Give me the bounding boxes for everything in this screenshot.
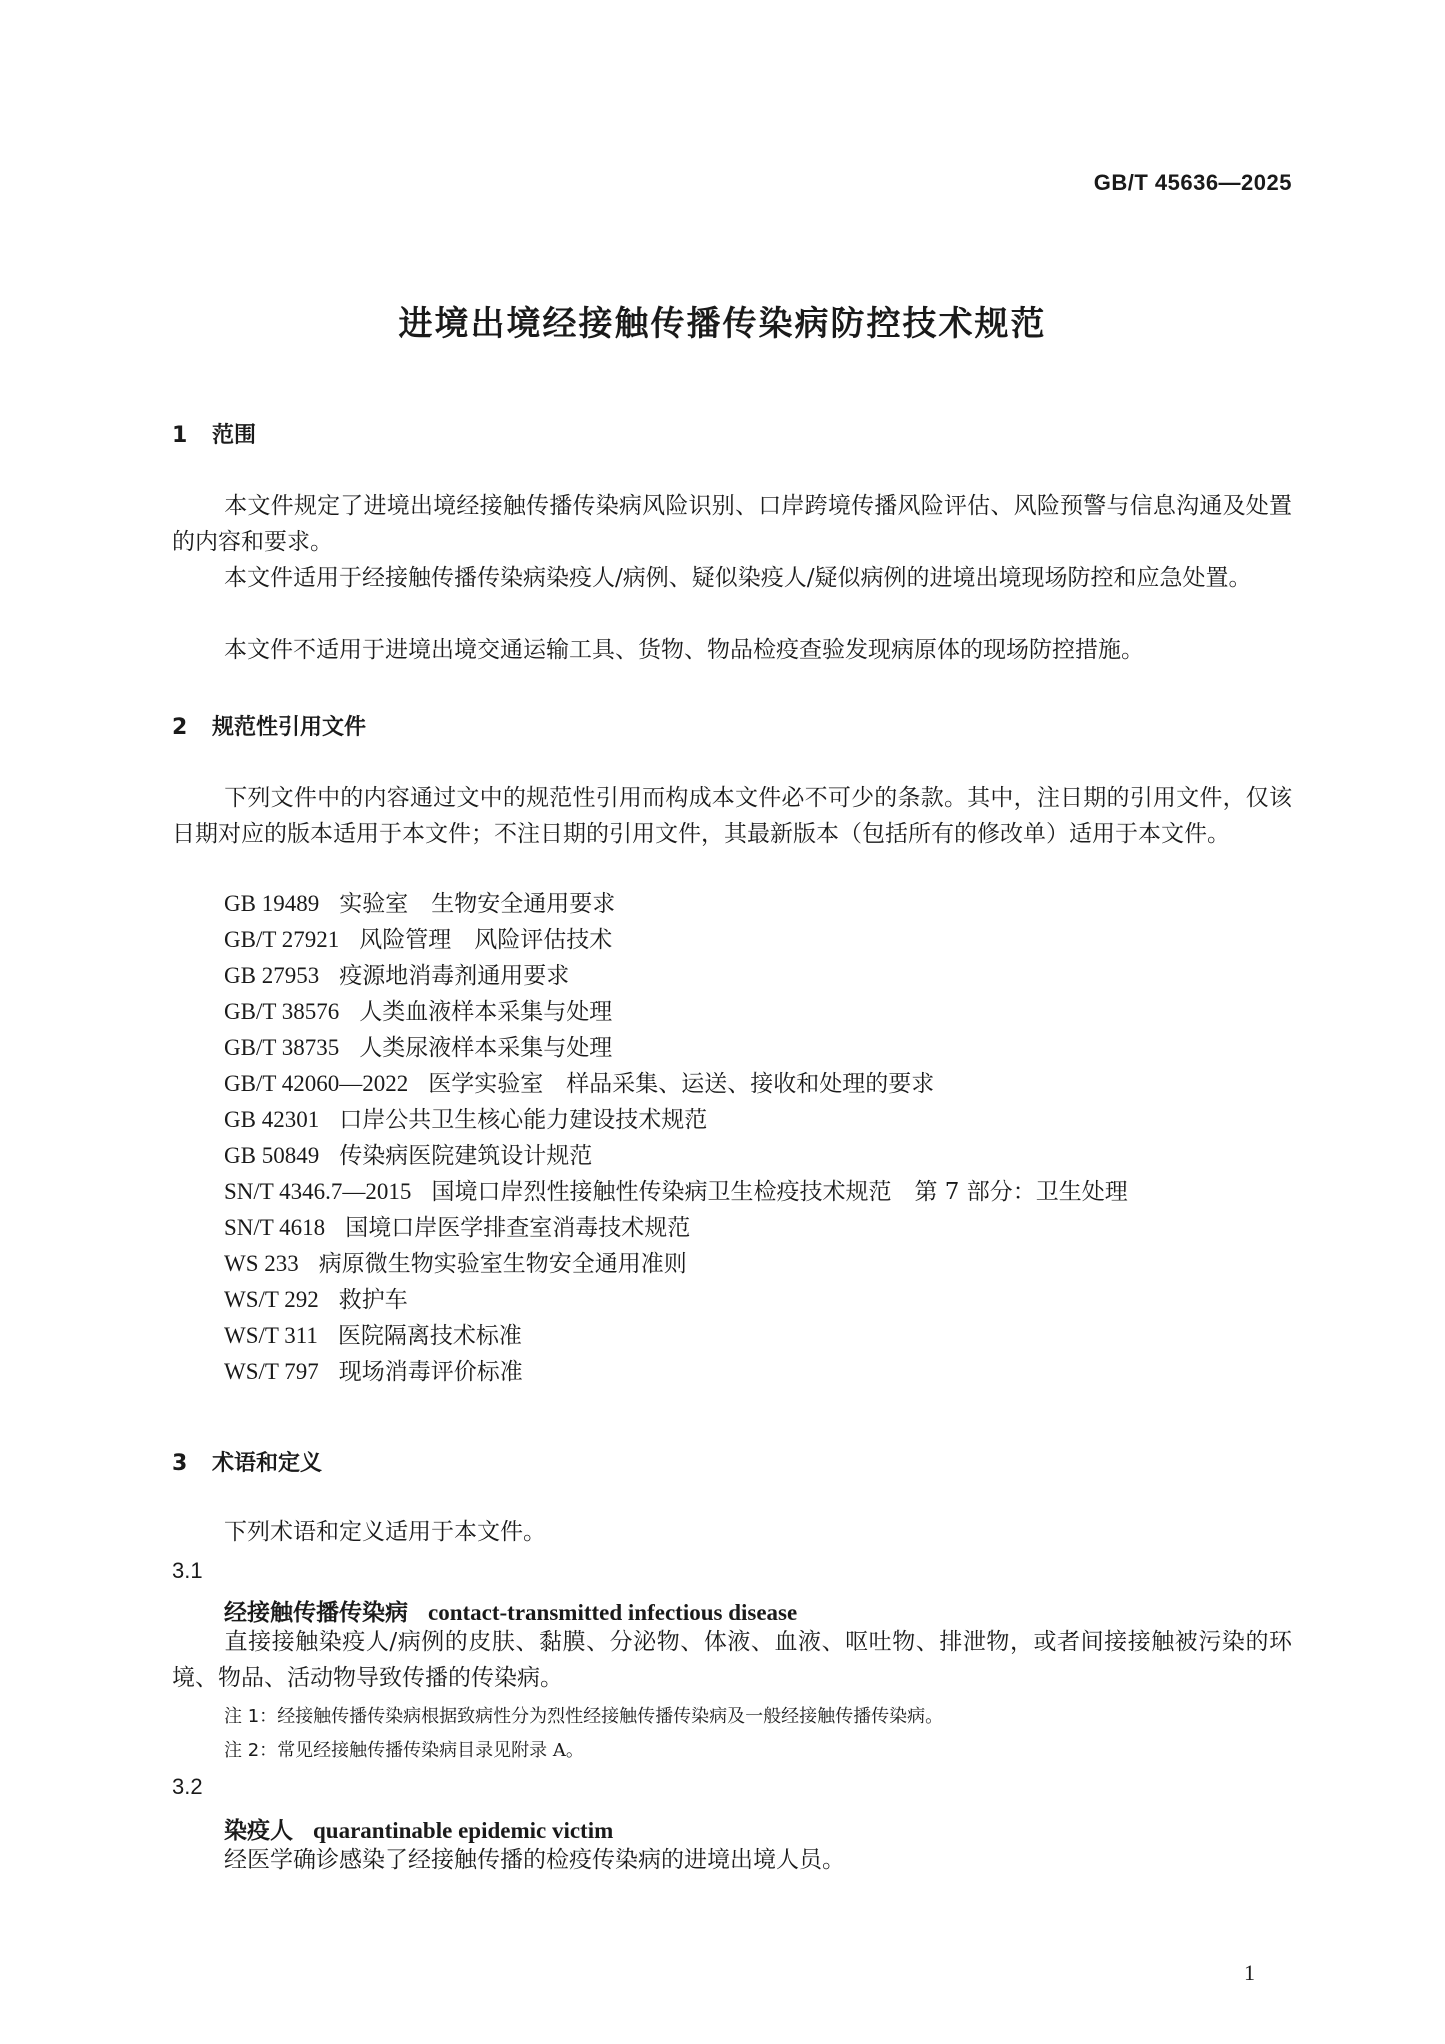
term-heading (224, 1812, 613, 1845)
paragraph (172, 488, 1292, 560)
reference-title: 医学实验室 样品采集、运送、接收和处理的要求 (428, 1071, 935, 1097)
reference-item (224, 1246, 687, 1282)
reference-title: 人类尿液样本采集与处理 (359, 1035, 613, 1061)
reference-code: GB 19489 (224, 891, 320, 916)
reference-title: 国境口岸医学排查室消毒技术规范 (345, 1215, 691, 1241)
reference-code: WS/T 292 (224, 1287, 319, 1312)
section-number: 1 (172, 423, 188, 448)
section-heading-3 (172, 1446, 322, 1477)
term-english: contact-transmitted infectious disease (428, 1600, 798, 1625)
reference-item (224, 886, 615, 922)
note-label: 注 2： (224, 1740, 278, 1761)
term-chinese: 染疫人 (224, 1818, 293, 1844)
reference-title: 医院隔离技术标准 (337, 1323, 522, 1349)
reference-code: WS/T 311 (224, 1323, 318, 1348)
note (224, 1702, 943, 1728)
section-heading-1 (172, 418, 256, 449)
paragraph (172, 780, 1292, 852)
reference-code: GB/T 38735 (224, 1035, 340, 1060)
reference-title: 实验室 生物安全通用要求 (339, 891, 616, 917)
reference-item (224, 994, 612, 1030)
paragraph-text: 本文件适用于经接触传播传染病染疫人/病例、疑似染疫人/疑似病例的进境出境现场防控和应急处置。 (224, 565, 1252, 591)
page-number: 1 (1244, 1960, 1255, 1985)
reference-code: WS/T 797 (224, 1359, 319, 1384)
paragraph (172, 1514, 1292, 1550)
reference-title: 传染病医院建筑设计规范 (339, 1143, 593, 1169)
reference-item (224, 958, 569, 994)
reference-code: GB 42301 (224, 1107, 320, 1132)
document-title: 进境出境经接触传播传染病防控技术规范 (398, 304, 1047, 344)
definition-text: 经医学确诊感染了经接触传播的检疫传染病的进境出境人员。 (224, 1847, 845, 1873)
reference-item (224, 1318, 522, 1354)
section-title: 规范性引用文件 (212, 715, 367, 740)
reference-code: GB/T 27921 (224, 927, 340, 952)
reference-code: WS 233 (224, 1251, 299, 1276)
paragraph-text: 本文件规定了进境出境经接触传播传染病风险识别、口岸跨境传播风险评估、风险预警与信息沟通及处置的内容和要求。 (172, 493, 1292, 555)
paragraph-text: 本文件不适用于进境出境交通运输工具、货物、物品检疫查验发现病原体的现场防控措施。 (224, 637, 1144, 663)
paragraph (172, 560, 1292, 596)
reference-item (224, 1138, 592, 1174)
reference-item (224, 1210, 690, 1246)
paragraph-text: 下列文件中的内容通过文中的规范性引用而构成本文件必不可少的条款。其中，注日期的引用文件，仅该日期对应的版本适用于本文件；不注日期的引用文件，其最新版本（包括所有的修改单）适用于本文件。 (172, 785, 1292, 847)
reference-code: GB 50849 (224, 1143, 320, 1168)
standard-number: GB/T 45636—2025 (1093, 170, 1292, 195)
reference-title: 口岸公共卫生核心能力建设技术规范 (339, 1107, 708, 1133)
term-definition (172, 1624, 1292, 1696)
term-english: quarantinable epidemic victim (313, 1818, 614, 1843)
reference-title: 疫源地消毒剂通用要求 (339, 963, 570, 989)
term-number: 3.1 (172, 1558, 203, 1583)
reference-title: 风险管理 风险评估技术 (359, 927, 613, 953)
reference-item (224, 1066, 934, 1102)
reference-title: 国境口岸烈性接触性传染病卫生检疫技术规范 第 7 部分：卫生处理 (431, 1179, 1128, 1205)
note-text: 经接触传播传染病根据致病性分为烈性经接触传播传染病及一般经接触传播传染病。 (277, 1706, 944, 1727)
reference-title: 人类血液样本采集与处理 (359, 999, 613, 1025)
reference-item (224, 1102, 707, 1138)
reference-title: 现场消毒评价标准 (338, 1359, 523, 1385)
section-title: 术语和定义 (212, 1451, 323, 1476)
reference-item (224, 1354, 523, 1390)
section-title: 范围 (212, 423, 257, 448)
paragraph (172, 632, 1292, 668)
term-heading (224, 1594, 797, 1627)
reference-code: SN/T 4346.7—2015 (224, 1179, 412, 1204)
section-number: 3 (172, 1451, 188, 1476)
reference-code: GB/T 38576 (224, 999, 340, 1024)
reference-item (224, 1174, 1128, 1210)
reference-code: GB 27953 (224, 963, 320, 988)
note-label: 注 1： (224, 1706, 278, 1727)
reference-item (224, 1030, 612, 1066)
term-definition (172, 1842, 1292, 1878)
term-number: 3.2 (172, 1774, 203, 1799)
section-number: 2 (172, 715, 188, 740)
note-text: 常见经接触传播传染病目录见附录 A。 (277, 1740, 584, 1761)
paragraph-text: 下列术语和定义适用于本文件。 (224, 1519, 546, 1545)
term-chinese: 经接触传播传染病 (224, 1600, 408, 1626)
reference-item (224, 922, 612, 958)
reference-code: SN/T 4618 (224, 1215, 326, 1240)
reference-title: 病原微生物实验室生物安全通用准则 (318, 1251, 687, 1277)
reference-item (224, 1282, 408, 1318)
reference-title: 救护车 (338, 1287, 408, 1313)
definition-text: 直接接触染疫人/病例的皮肤、黏膜、分泌物、体液、血液、呕吐物、排泄物，或者间接接触被污染的环境、物品、活动物导致传播的传染病。 (172, 1629, 1292, 1691)
section-heading-2 (172, 710, 366, 741)
reference-code: GB/T 42060—2022 (224, 1071, 409, 1096)
note (224, 1736, 584, 1762)
